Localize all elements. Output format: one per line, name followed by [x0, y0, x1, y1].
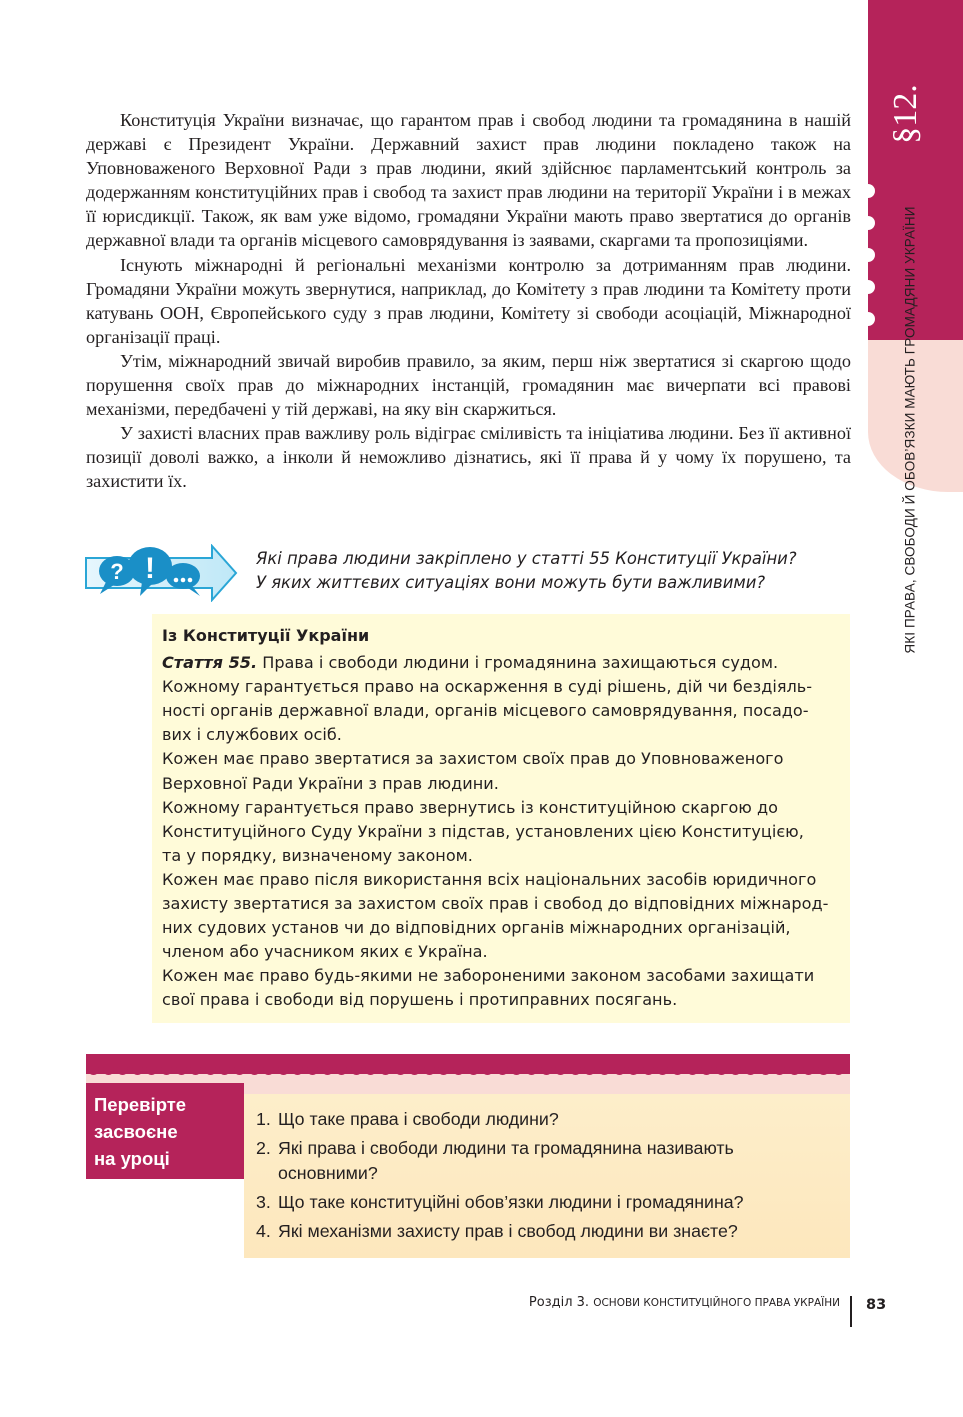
check-question-4: 4. Які механізми захисту прав і свобод людини ви знаєте? — [256, 1221, 738, 1241]
article-line: вих і службових осіб. — [162, 725, 342, 745]
article-line: свої права і свободи від порушень і протиправних посягань. — [162, 990, 678, 1010]
article-line: ності органів державної влади, органів місцевого самоврядування, посадо- — [162, 701, 809, 721]
paragraph-2: Існують міжнародні й регіональні механізми контролю за дотриманням прав людини. Громадяни України можуть звернутися, наприклад, до Комітету з прав людини та Комітету проти катувань ООН, Європейського суду з прав людини, Комітету зі свободи асоціацій, Міжнародної організації праці. — [86, 254, 851, 347]
check-question-3: 3. Що таке конституційні обов’язки людини і громадянина? — [256, 1192, 744, 1212]
paragraph-4: У захисті власних прав важливу роль відіграє сміливість та ініціатива людини. Без її активної позиції доволі важко, а інколи й неможливо дізнатись, які її права й у чому їх порушено, та захистити їх. — [86, 423, 851, 492]
section-number: §12. — [887, 84, 924, 144]
article-line: та у порядку, визначеному законом. — [162, 845, 473, 865]
article-line: Кожен має право після використання всіх національних засобів юридичного — [162, 869, 817, 889]
article-line: Верховної Ради України з прав людини. — [162, 773, 499, 793]
article-first-line: Стаття 55. Права і свободи людини і громадянина захищаються судом. — [162, 653, 779, 673]
check-questions-list — [256, 1107, 836, 1248]
article-line: Кожен має право звертатися за захистом своїх прав до Уповноваженого — [162, 749, 784, 769]
question-prompt — [256, 547, 846, 595]
article-line: Кожен має право будь-якими не забороненими законом засобами захищати — [162, 966, 815, 986]
check-question-2: 2. Які права і свободи людини та громадянина називають основними? — [256, 1138, 734, 1183]
paragraph-1: Конституція України визначає, що гарантом прав і свобод людини та громадянина в нашій державі є Президент України. Державний захист прав людини покладено також на Уповноваженого Верховної Ради з прав людини, який здійснює парламентський контроль за додержанням конституційних прав і свобод та захист прав людини на території України і в межах її юрисдикції. Також, як вам уже відомо, громадяни України мають право звертатися до органів державної влади та органів місцевого самоврядування із заявами, скаргами та пропозиціями. — [86, 110, 851, 251]
check-band-scallops — [86, 1067, 850, 1079]
check-question-1: 1. Що таке права і свободи людини? — [256, 1109, 559, 1129]
check-label: Перевірте засвоєне на уроці — [86, 1083, 244, 1179]
svg-text:!: ! — [145, 552, 155, 585]
article-label: Стаття 55. — [162, 653, 258, 673]
constitution-excerpt-title: Із Конституції України — [162, 626, 370, 645]
paragraph-3: Утім, міжнародний звичай виробив правило, за яким, перш ніж звертатися зі скаргою щодо порушення своїх прав до міжнародних інстанцій, громадянин має вичерпати всі правові механізми, передбачені у тій державі, на яку він скаржиться. — [86, 350, 851, 420]
constitution-excerpt-box — [152, 614, 850, 1023]
page-number: 83 — [866, 1297, 887, 1313]
article-line: Кожному гарантується право на оскарження в суді рішень, дій чи бездіяль- — [162, 677, 813, 697]
article-line: членом або учасником яких є Україна. — [162, 942, 488, 962]
article-line: них судових установ чи до відповідних органів міжнародних організацій, — [162, 918, 791, 938]
article-line: Конституційного Суду України з підстав, установлених цією Конституцією, — [162, 821, 804, 841]
footer-section: Розділ 3. ОСНОВИ КОНСТИТУЦІЙНОГО ПРАВА УКРАЇНИ — [528, 1295, 840, 1310]
side-tab-perforation — [868, 184, 882, 344]
footer-divider — [850, 1296, 852, 1327]
svg-text:?: ? — [110, 559, 124, 584]
question-exclamation-speech-bubbles-icon — [84, 544, 238, 602]
article-line: Кожному гарантується право звернутись із конституційною скаргою до — [162, 797, 778, 817]
body-text — [86, 108, 851, 494]
question-line-2: У яких життєвих ситуаціях вони можуть бути важливими? — [256, 573, 766, 592]
article-line: захисту звертатися за захистом своїх прав і свобод до відповідних міжнарод- — [162, 894, 829, 914]
section-title-vertical: ЯКІ ПРАВА, СВОБОДИ Й ОБОВ’ЯЗКИ МАЮТЬ ГРОМАДЯНИ УКРАЇНИ — [902, 206, 918, 654]
question-line-1: Які права людини закріплено у статті 55 Конституції України? — [256, 549, 797, 568]
